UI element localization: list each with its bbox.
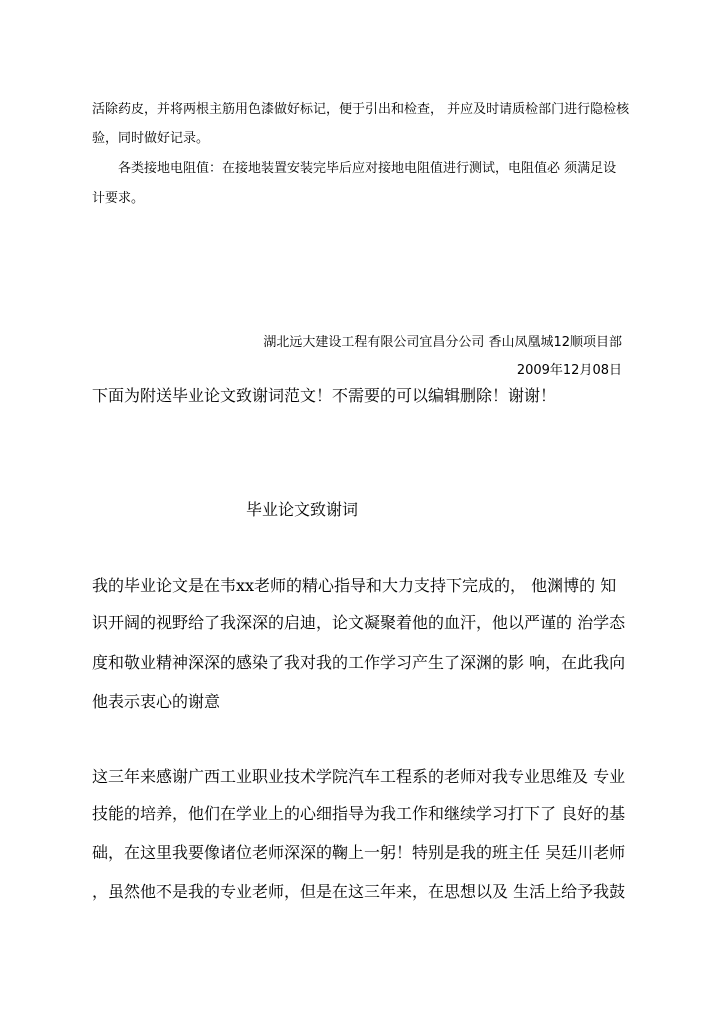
signature-organization: 湖北远大建设工程有限公司宜昌分公司 香山凤凰城12顺项目部 [263, 335, 622, 350]
body-text-line: 计要求。 [92, 191, 145, 206]
body-text-line: 验，同时做好记录。 [92, 131, 210, 146]
notice-text: 下面为附送毕业论文致谢词范文！不需要的可以编辑删除！谢谢！ [92, 386, 557, 405]
body-text-line: 各类接地电阻值：在接地装置安装完毕后应对接地电阻值进行测试，电阻值必 须满足设 [118, 161, 617, 176]
thanks-text-line: 度和敬业精神深深的感染了我对我的工作学习产生了深渊的影 响，在此我向 [92, 653, 626, 672]
thanks-text-line: 识开阔的视野给了我深深的启迪，论文凝聚着他的血汗，他以严谨的 治学态 [92, 613, 626, 632]
thanks-text-line: 他表示衷心的谢意 [92, 692, 221, 711]
body-text-line: 活除药皮，并将两根主筋用色漆做好标记，便于引出和检查， 并应及时请质检部门进行隐检核 [92, 102, 630, 117]
thanks-text-line: 我的毕业论文是在韦xx老师的精心指导和大力支持下完成的， 他渊博的 知 [92, 576, 617, 595]
thanks-text-line: ，虽然他不是我的专业老师，但是在这三年来，在思想以及 生活上给予我鼓 [92, 882, 626, 901]
thanks-text-line: 这三年来感谢广西工业职业技术学院汽车工程系的老师对我专业思维及 专业 [92, 767, 626, 786]
thanks-text-line: 技能的培养，他们在学业上的心细指导为我工作和继续学习打下了 良好的基 [92, 804, 626, 823]
signature-date: 2009年12月08日 [516, 363, 622, 378]
thanks-title: 毕业论文致谢词 [246, 500, 359, 519]
thanks-text-line: 础，在这里我要像诸位老师深深的鞠上一躬！特别是我的班主任 吴廷川老师 [92, 843, 626, 862]
